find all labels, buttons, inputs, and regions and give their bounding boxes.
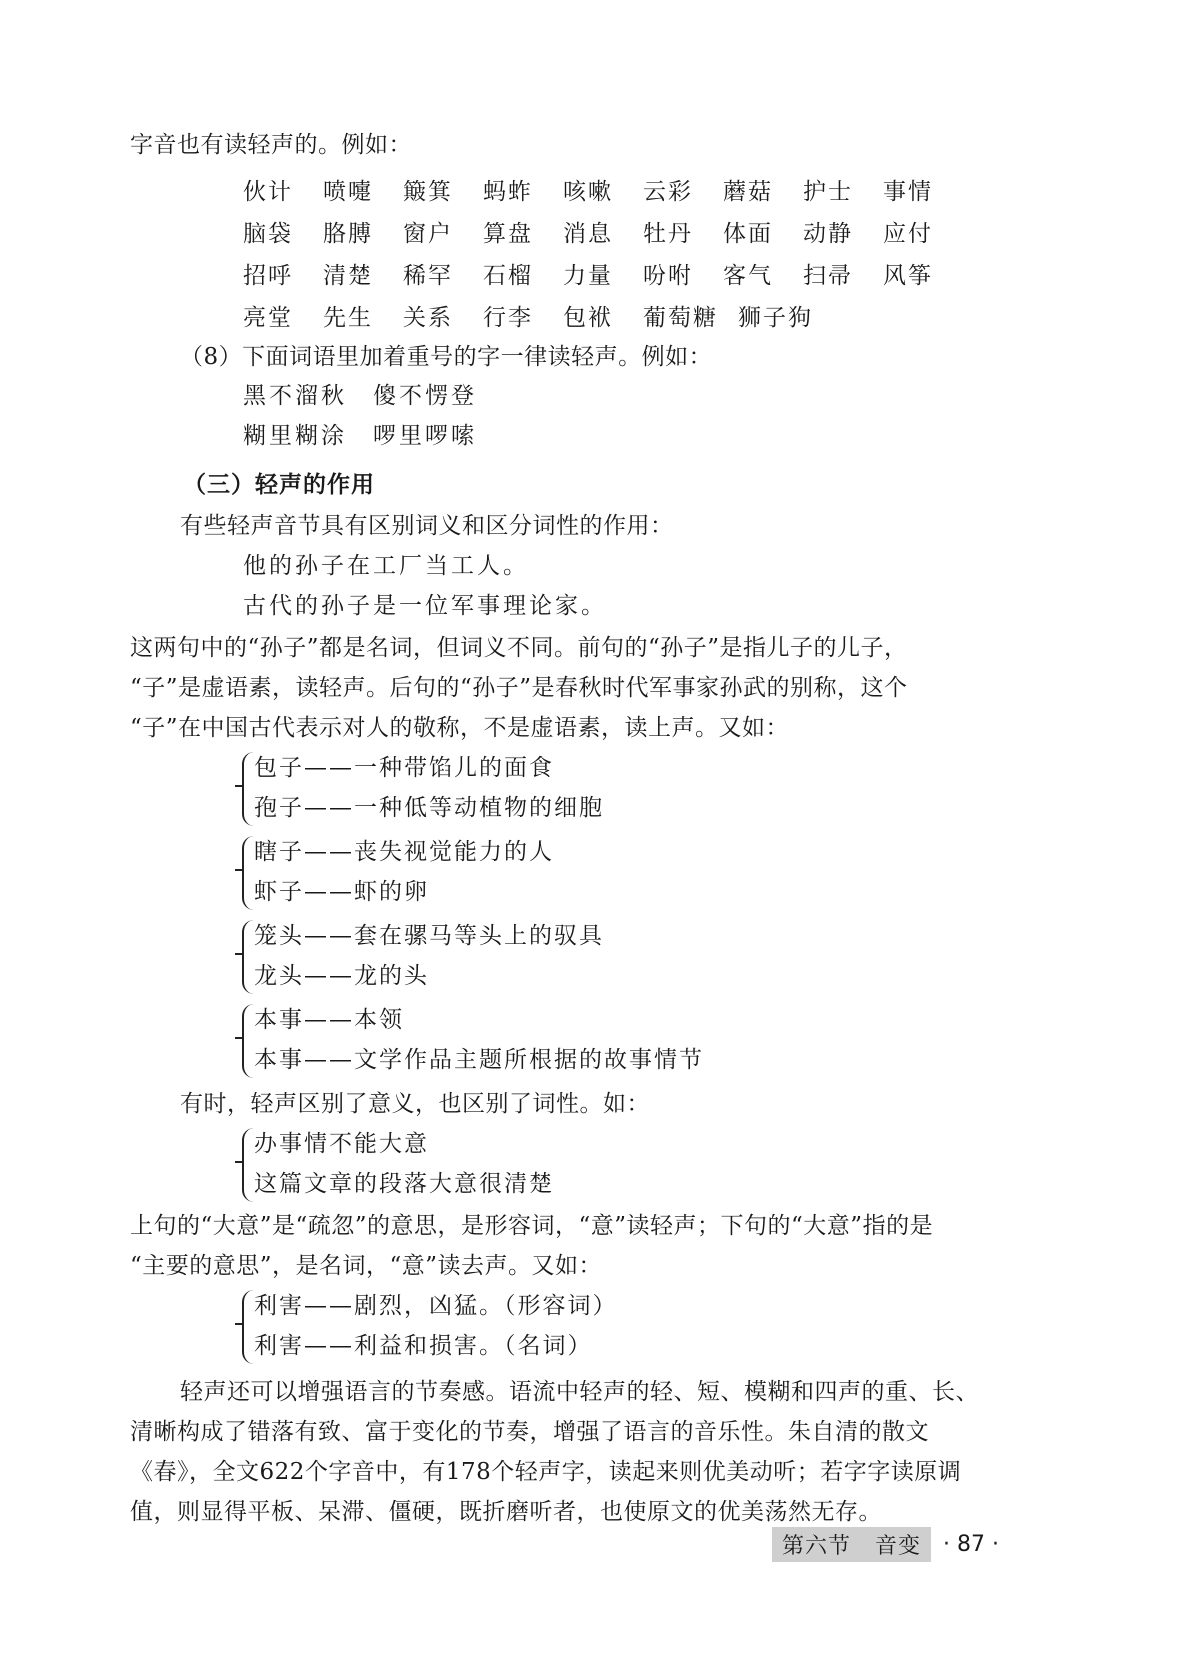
word: 消息 [563,220,613,247]
word-row-3 [243,252,963,294]
word: 簸箕 [403,178,453,205]
brace-icon [242,1290,254,1364]
word: 清楚 [323,262,373,289]
word: 行李 [483,304,533,331]
word: 蚂蚱 [483,178,533,205]
word: 狮子狗 [738,304,813,331]
word: 云彩 [643,178,693,205]
word: 客气 [723,262,773,289]
pair-line: 办事情不能大意 [254,1131,429,1157]
rule8-example-row-2 [243,416,477,456]
word: 石榴 [483,262,533,289]
example-word: 糊里糊涂 [243,423,347,449]
word: 伙计 [243,178,293,205]
word: 力量 [563,262,613,289]
word: 招呼 [243,262,293,289]
paragraph-4-line-3: 《春》，全文622个字音中，有178个轻声字，读起来则优美动听；若字字读原调 [130,1459,962,1485]
paragraph-1-line-3: “子”在中国古代表示对人的敬称，不是虚语素，读上声。又如： [130,715,790,741]
paragraph-4-line-4: 值，则显得平板、呆滞、僵硬，既折磨听者，也使原文的优美荡然无存。 [130,1499,882,1525]
example-sentence-2: 古代的孙子是一位军事理论家。 [243,593,607,619]
paragraph-4-line-2: 清晰构成了错落有致、富于变化的节奏，增强了语言的音乐性。朱自清的散文 [130,1419,929,1445]
rule8-example-row-1 [243,376,477,416]
word-row-4 [243,294,963,336]
pair-line: 瞎子——丧失视觉能力的人 [254,839,554,865]
intro-line: 字音也有读轻声的。例如： [130,132,412,158]
word: 葡萄糖 [643,304,718,331]
pair-line: 虾子——虾的卵 [254,879,429,905]
word: 算盘 [483,220,533,247]
page-number: · 87 · [943,1532,999,1557]
section-title: 音变 [875,1534,922,1559]
example-word: 傻不愣登 [373,383,477,409]
pair-line: 本事——本领 [254,1007,404,1033]
paragraph-1-line-2: “子”是虚语素，读轻声。后句的“孙子”是春秋时代军事家孙武的别称，这个 [130,675,908,701]
word-row-1 [243,168,963,210]
paragraph-3-line-1: 上句的“大意”是“疏忽”的意思，是形容词，“意”读轻声；下句的“大意”指的是 [130,1213,934,1239]
paragraph-2: 有时，轻声区别了意义，也区别了词性。如： [180,1091,650,1117]
section-heading: （三）轻声的作用 [183,472,375,498]
word: 脑袋 [243,220,293,247]
pair-line: 包子——一种带馅儿的面食 [254,755,554,781]
word: 先生 [323,304,373,331]
chapter-label [772,1527,931,1562]
word: 风筝 [883,262,933,289]
paragraph-1-line-1: 这两句中的“孙子”都是名词，但词义不同。前句的“孙子”是指儿子的儿子， [130,635,908,661]
pair-line: 利害——剧烈，凶猛。（形容词） [254,1293,618,1319]
word: 稀罕 [403,262,453,289]
word: 动静 [803,220,853,247]
pair-line: 本事——文学作品主题所根据的故事情节 [254,1047,704,1073]
pair-line: 笼头——套在骡马等头上的驭具 [254,923,604,949]
word: 窗户 [403,220,453,247]
word: 关系 [403,304,453,331]
example-word: 黑不溜秋 [243,383,347,409]
paragraph-3-line-2: “主要的意思”，是名词，“意”读去声。又如： [130,1253,603,1279]
paragraph-4-line-1: 轻声还可以增强语言的节奏感。语流中轻声的轻、短、模糊和四声的重、长、 [180,1379,979,1405]
word: 吩咐 [643,262,693,289]
page-footer [772,1527,999,1562]
word: 喷嚏 [323,178,373,205]
word: 蘑菇 [723,178,773,205]
word: 牡丹 [643,220,693,247]
word: 应付 [883,220,933,247]
word: 事情 [883,178,933,205]
brace-icon [242,1004,254,1078]
pair-line: 这篇文章的段落大意很清楚 [254,1171,554,1197]
rule-8: （8）下面词语里加着重号的字一律读轻声。例如： [180,344,713,370]
pair-line: 利害——利益和损害。（名词） [254,1333,593,1359]
pair-line: 孢子——一种低等动植物的细胞 [254,795,604,821]
brace-icon [242,1128,254,1202]
word: 咳嗽 [563,178,613,205]
word: 体面 [723,220,773,247]
word-grid [243,168,963,336]
word: 胳膊 [323,220,373,247]
word: 亮堂 [243,304,293,331]
brace-icon [242,920,254,994]
word: 包袱 [563,304,613,331]
word-row-2 [243,210,963,252]
word: 扫帚 [803,262,853,289]
example-word: 啰里啰嗦 [373,423,477,449]
example-sentence-1: 他的孙子在工厂当工人。 [243,553,529,579]
brace-icon [242,752,254,826]
word: 护士 [803,178,853,205]
brace-icon [242,836,254,910]
pair-line: 龙头——龙的头 [254,963,429,989]
section-intro: 有些轻声音节具有区别词义和区分词性的作用： [180,513,674,539]
section-number: 第六节 [782,1534,852,1559]
